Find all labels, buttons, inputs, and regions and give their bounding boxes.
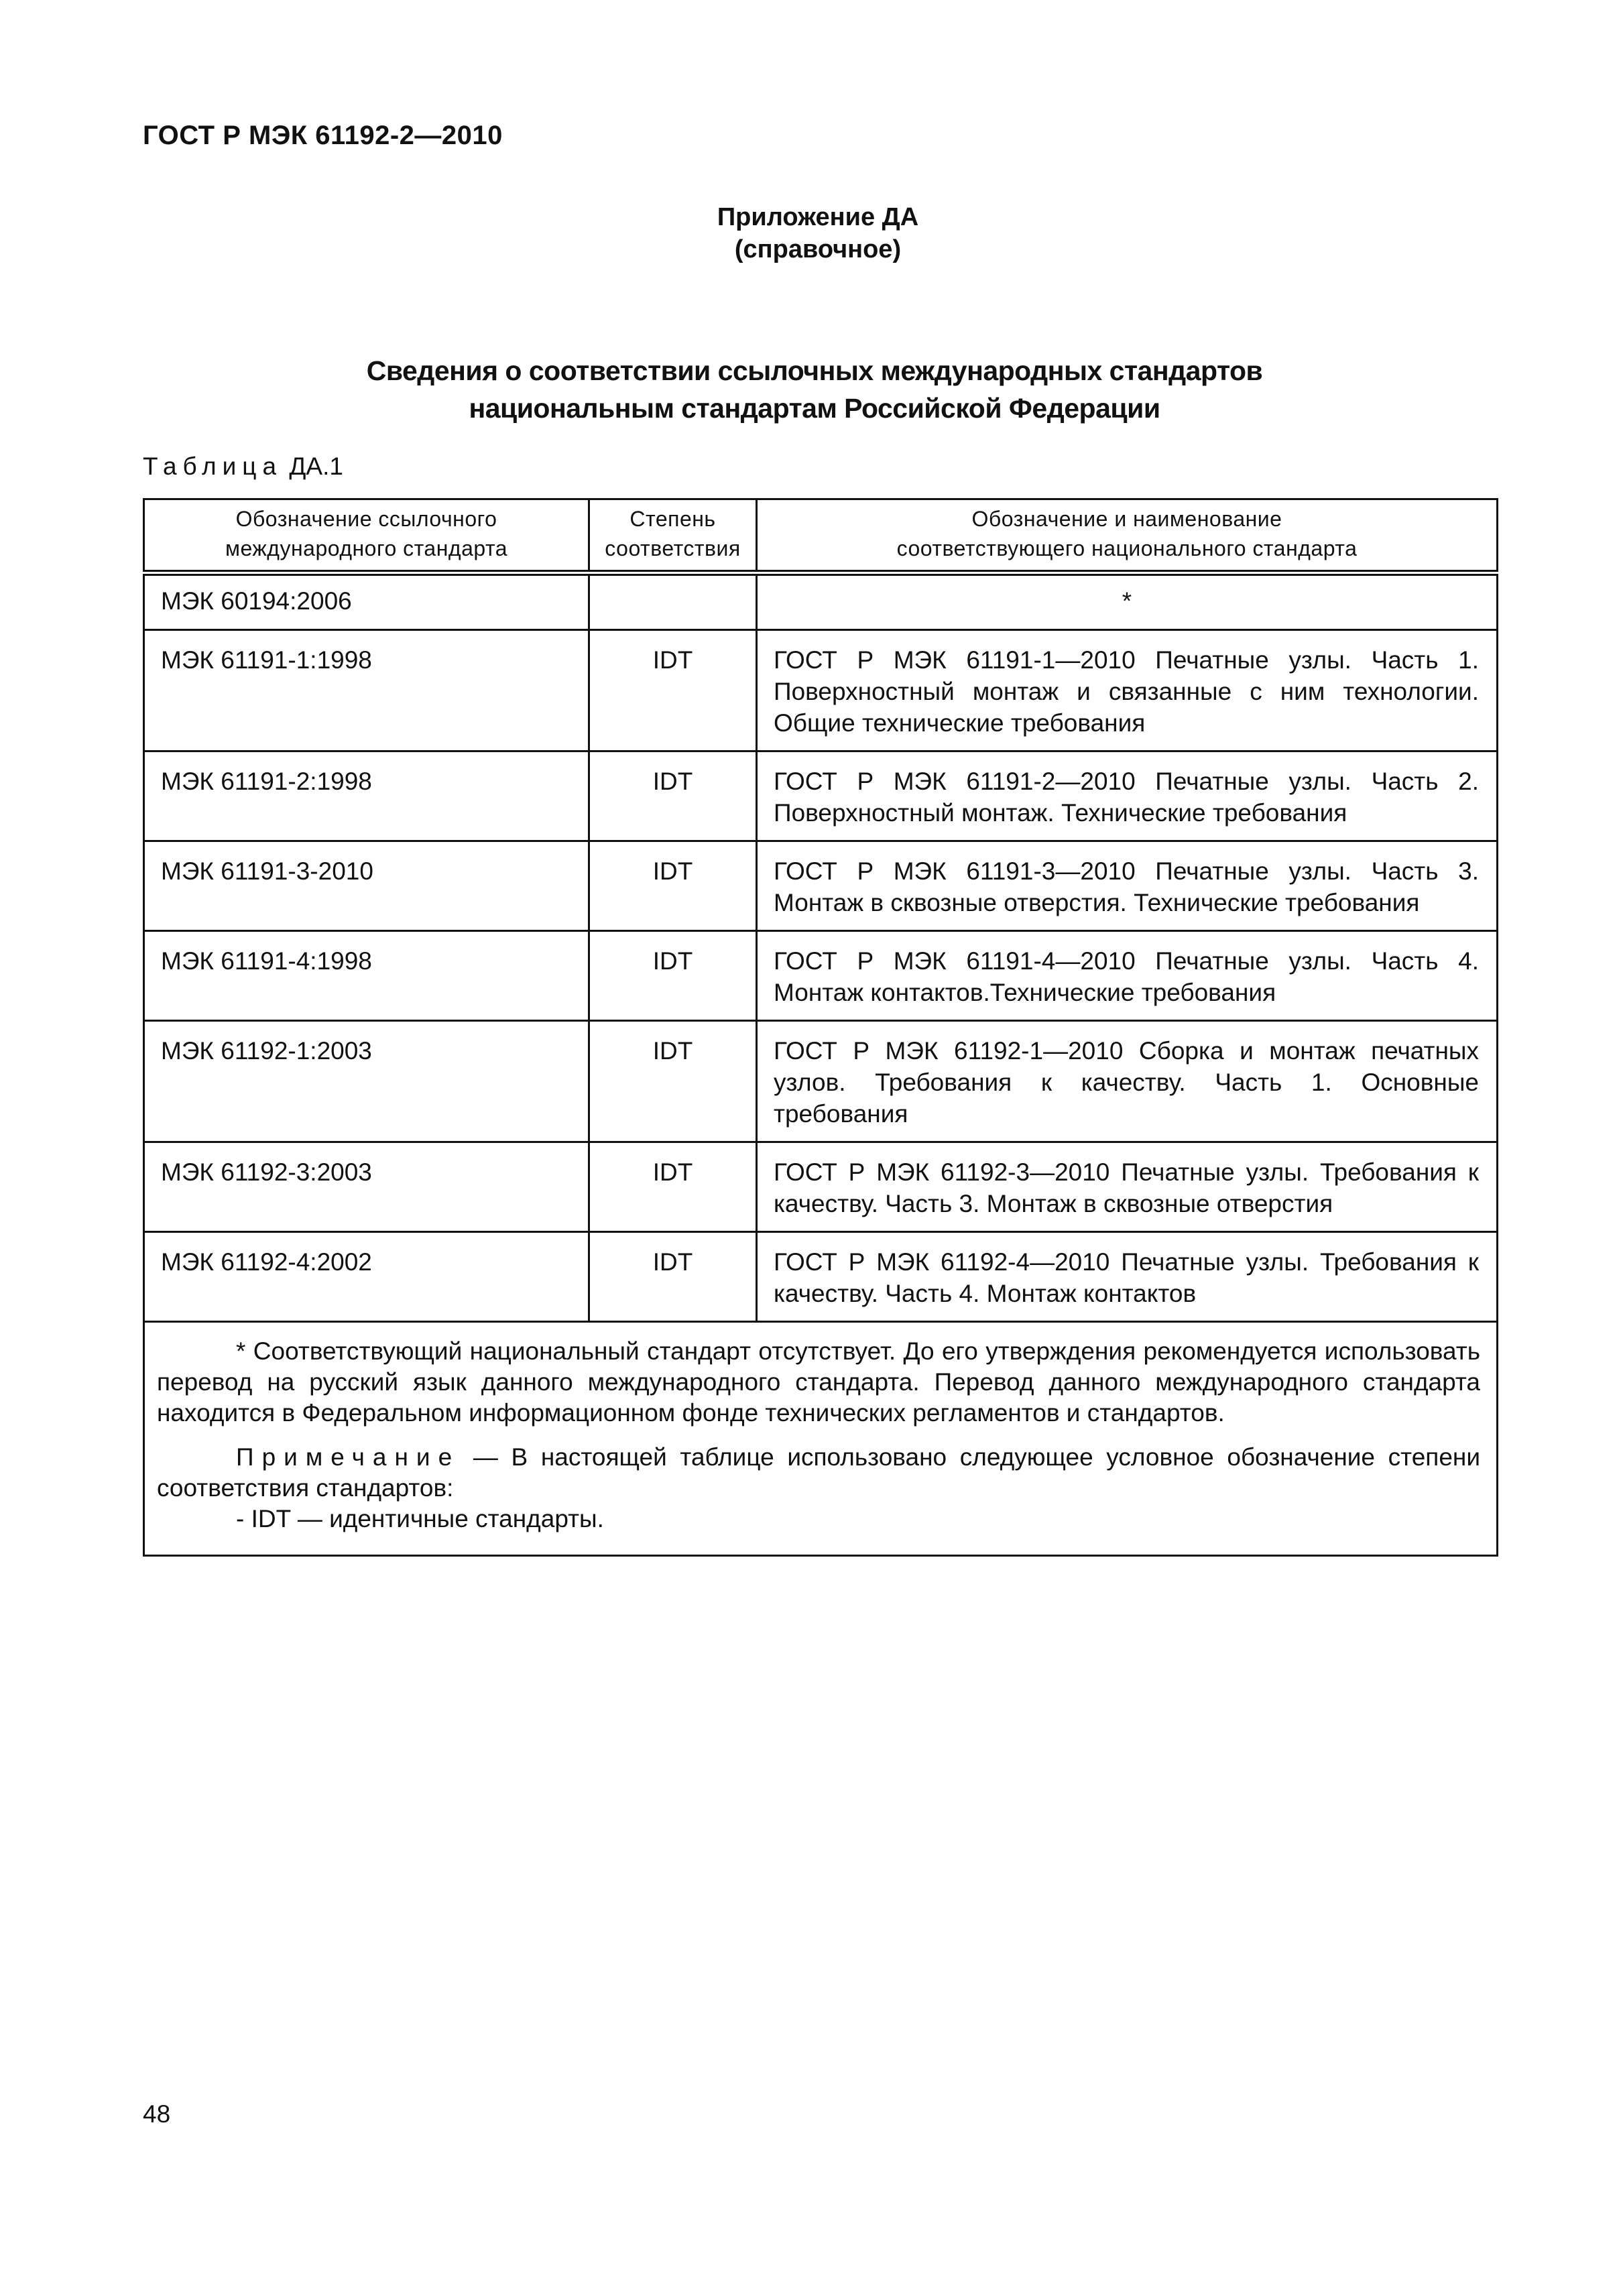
note-list-item: - IDT — идентичные стандарты. bbox=[236, 1505, 604, 1532]
cell-national-standard: ГОСТ Р МЭК 61191-3—2010 Печатные узлы. Часть 3. Монтаж в сквозные отверстия. Технические требования bbox=[757, 841, 1498, 931]
appendix-title: Приложение ДА bbox=[717, 203, 919, 231]
table-caption bbox=[143, 452, 343, 481]
table-row bbox=[144, 630, 1498, 751]
table-notes-row bbox=[144, 1322, 1498, 1556]
standards-correspondence-table bbox=[143, 498, 1498, 1557]
header-intl-line-1: Обозначение ссылочного bbox=[235, 507, 497, 531]
appendix-heading bbox=[684, 201, 952, 265]
header-national-line-2: соответствующего национального стандарта bbox=[896, 536, 1358, 560]
cell-degree: IDT bbox=[589, 1021, 757, 1142]
section-title-line-1: Сведения о соответствии ссылочных международных стандартов bbox=[366, 355, 1263, 386]
header-national-standard bbox=[757, 499, 1498, 573]
header-degree-line-2: соответствия bbox=[605, 536, 741, 560]
cell-intl-standard: МЭК 61191-3-2010 bbox=[144, 841, 589, 931]
cell-national-standard: ГОСТ Р МЭК 61191-2—2010 Печатные узлы. Часть 2. Поверхностный монтаж. Технические требования bbox=[757, 751, 1498, 841]
table-header-row bbox=[144, 499, 1498, 573]
cell-degree: IDT bbox=[589, 1142, 757, 1232]
cell-intl-standard: МЭК 60194:2006 bbox=[144, 573, 589, 630]
cell-intl-standard: МЭК 61192-4:2002 bbox=[144, 1232, 589, 1322]
note-label: Примечание bbox=[236, 1443, 461, 1471]
header-national-line-1: Обозначение и наименование bbox=[971, 507, 1282, 531]
cell-degree: IDT bbox=[589, 630, 757, 751]
cell-degree: IDT bbox=[589, 841, 757, 931]
header-degree bbox=[589, 499, 757, 573]
cell-national-standard: * bbox=[757, 573, 1498, 630]
table-caption-id: ДА.1 bbox=[289, 452, 343, 480]
page-number: 48 bbox=[143, 2100, 171, 2128]
table-caption-word: Таблица bbox=[143, 452, 283, 480]
table-row bbox=[144, 1021, 1498, 1142]
table-row bbox=[144, 931, 1498, 1021]
cell-degree: IDT bbox=[589, 751, 757, 841]
document-code-header: ГОСТ Р МЭК 61192-2—2010 bbox=[143, 121, 503, 150]
cell-national-standard: ГОСТ Р МЭК 61192-1—2010 Сборка и монтаж печатных узлов. Требования к качеству. Часть 1. Основные требования bbox=[757, 1021, 1498, 1142]
cell-intl-standard: МЭК 61191-1:1998 bbox=[144, 630, 589, 751]
table-row bbox=[144, 1232, 1498, 1322]
table-footnote: * Соответствующий национальный стандарт отсутствует. До его утверждения рекомендуется использовать перевод на русский язык данного международного стандарта. Перевод данного международного стандарта находится в Федеральном информационном фонде технических регламентов и стандартов. bbox=[157, 1337, 1480, 1427]
cell-intl-standard: МЭК 61192-1:2003 bbox=[144, 1021, 589, 1142]
table-row bbox=[144, 751, 1498, 841]
cell-national-standard: ГОСТ Р МЭК 61192-4—2010 Печатные узлы. Требования к качеству. Часть 4. Монтаж контактов bbox=[757, 1232, 1498, 1322]
table-row bbox=[144, 573, 1498, 630]
cell-national-standard: ГОСТ Р МЭК 61191-4—2010 Печатные узлы. Часть 4. Монтаж контактов.Технические требования bbox=[757, 931, 1498, 1021]
table-note bbox=[157, 1442, 1480, 1504]
cell-intl-standard: МЭК 61191-4:1998 bbox=[144, 931, 589, 1021]
section-title-line-2: национальным стандартам Российской Федерации bbox=[469, 393, 1160, 424]
note-text: — В настоящей таблице использовано следующее условное обозначение степени соответствия стандартов: bbox=[157, 1443, 1480, 1502]
cell-degree: IDT bbox=[589, 931, 757, 1021]
cell-degree bbox=[589, 573, 757, 630]
cell-intl-standard: МЭК 61191-2:1998 bbox=[144, 751, 589, 841]
cell-national-standard: ГОСТ Р МЭК 61191-1—2010 Печатные узлы. Часть 1. Поверхностный монтаж и связанные с ним технологии. Общие технические требования bbox=[757, 630, 1498, 751]
header-intl-standard bbox=[144, 499, 589, 573]
header-intl-line-2: международного стандарта bbox=[225, 536, 508, 560]
cell-intl-standard: МЭК 61192-3:2003 bbox=[144, 1142, 589, 1232]
section-title bbox=[268, 352, 1361, 427]
cell-degree: IDT bbox=[589, 1232, 757, 1322]
cell-national-standard: ГОСТ Р МЭК 61192-3—2010 Печатные узлы. Требования к качеству. Часть 3. Монтаж в сквозные отверстия bbox=[757, 1142, 1498, 1232]
header-degree-line-1: Степень bbox=[629, 507, 716, 531]
table-row bbox=[144, 1142, 1498, 1232]
table-row bbox=[144, 841, 1498, 931]
appendix-subtitle: (справочное) bbox=[734, 235, 902, 263]
table-notes-cell bbox=[144, 1322, 1498, 1556]
